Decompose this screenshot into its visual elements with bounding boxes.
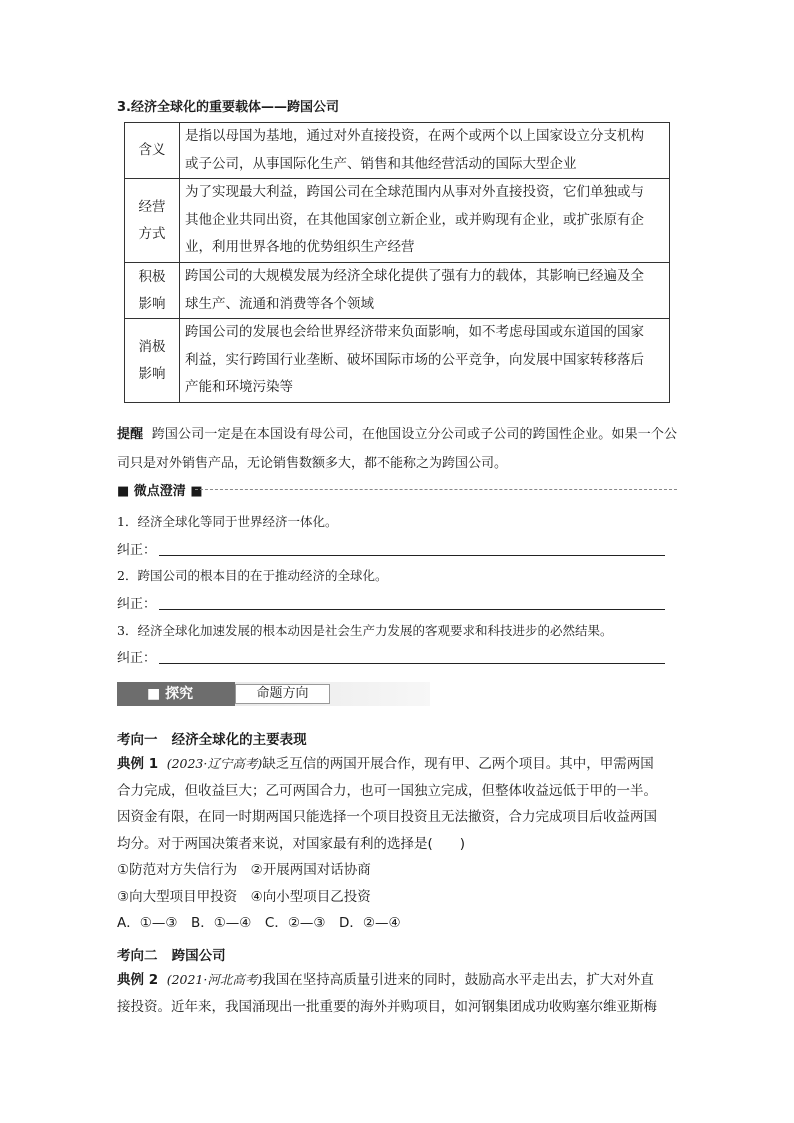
info-table: [124, 122, 670, 403]
tip-text: 跨国公司一定是在本国设有母公司，在他国设立分公司或子公司的跨国性企业。如果一个公司只是对外销售产品，无论销售数额多大，都不能称之为跨国公司。: [117, 427, 677, 471]
proposition-tab: 命题方向: [235, 684, 330, 704]
explore-title: ■ 探究: [117, 682, 235, 706]
example-line: 接投资。近年来，我国涌现出一批重要的海外并购项目，如河钢集团成功收购塞尔维亚斯梅: [117, 998, 657, 1015]
example-line: 合力完成，但收益巨大；乙可两国合力，也可一国独立完成，但整体收益远低于甲的一半。: [117, 782, 657, 799]
table-row: [125, 123, 670, 179]
option-line: ①防范对方失信行为 ②开展两国对话协商: [117, 862, 371, 878]
example-two: [117, 967, 680, 1020]
table-row: [125, 319, 670, 403]
direction-two: 考向二 跨国公司: [117, 948, 226, 964]
example-line: 均分。对于两国决策者来说，对国家最有利的选择是( ): [117, 835, 466, 852]
clarify-item: 1．经济全球化等同于世界经济一体化。: [117, 514, 338, 529]
option-line: ③向大型项目甲投资 ④向小型项目乙投资: [117, 888, 371, 905]
table-row: [125, 263, 670, 319]
row-label: 积极 影响: [125, 263, 180, 319]
answer-underline: [159, 555, 665, 556]
fix-line[interactable]: [117, 647, 665, 667]
row-label: 经营 方式: [125, 179, 180, 263]
clarify-header: [117, 480, 677, 500]
row-label: 含义: [125, 123, 180, 179]
clarify-item: 3．经济全球化加速发展的根本动因是社会生产力发展的客观要求和科技进步的必然结果。: [117, 623, 613, 638]
row-label: 消极 影响: [125, 319, 180, 403]
row-desc: 跨国公司的大规模发展为经济全球化提供了强有力的载体，其影响已经遍及全 球生产、流通和消费等各个领域: [180, 263, 670, 319]
dashed-divider: [195, 489, 677, 490]
clarify-item: 2．跨国公司的根本目的在于推动经济的全球化。: [117, 568, 388, 583]
fix-label: 纠正：: [117, 597, 157, 612]
fix-line[interactable]: [117, 593, 665, 613]
row-desc: 跨国公司的发展也会给世界经济带来负面影响，如不考虑母国或东道国的国家 利益，实行跨国行业垄断、破坏国际市场的公平竞争，向发展中国家转移落后 产能和环境污染等: [180, 319, 670, 403]
tip-paragraph: [117, 420, 677, 478]
section-heading: 3.经济全球化的重要载体——跨国公司: [117, 100, 339, 115]
fix-line[interactable]: [117, 539, 665, 559]
direction-one: 考向一 经济全球化的主要表现: [117, 732, 307, 748]
example-line: 因资金有限，在同一时期两国只能选择一个项目投资且无法撤资，合力完成项目后收益两国: [117, 809, 657, 825]
fix-label: 纠正：: [117, 651, 157, 666]
clarify-title: ■ 微点澄清 ■: [117, 484, 203, 499]
example-line: 典例 1 (2023·辽宁高考)缺乏互信的两国开展合作，现有甲、乙两个项目。其中，甲需两国: [117, 756, 654, 772]
example-line: 典例 2 (2021·河北高考)我国在坚持高质量引进来的同时，鼓励高水平走出去，扩大对外直: [117, 972, 654, 988]
fix-label: 纠正：: [117, 543, 157, 558]
explore-banner: [117, 682, 430, 706]
row-desc: 是指以母国为基地，通过对外直接投资，在两个或两个以上国家设立分支机构 或子公司，从事国际化生产、销售和其他经营活动的国际大型企业: [180, 123, 670, 179]
answer-underline: [159, 663, 665, 664]
answer-choices: A．①—③ B．①—④ C．②—③ D．②—④: [117, 915, 401, 931]
table-row: [125, 179, 670, 263]
example-one: [117, 751, 680, 937]
answer-underline: [159, 609, 665, 610]
tip-label: 提醒: [117, 427, 144, 442]
row-desc: 为了实现最大利益，跨国公司在全球范围内从事对外直接投资，它们单独或与 其他企业共同出资，在其他国家创立新企业，或并购现有企业，或扩张原有企 业，利用世界各地的优势组织生产经营: [180, 179, 670, 263]
